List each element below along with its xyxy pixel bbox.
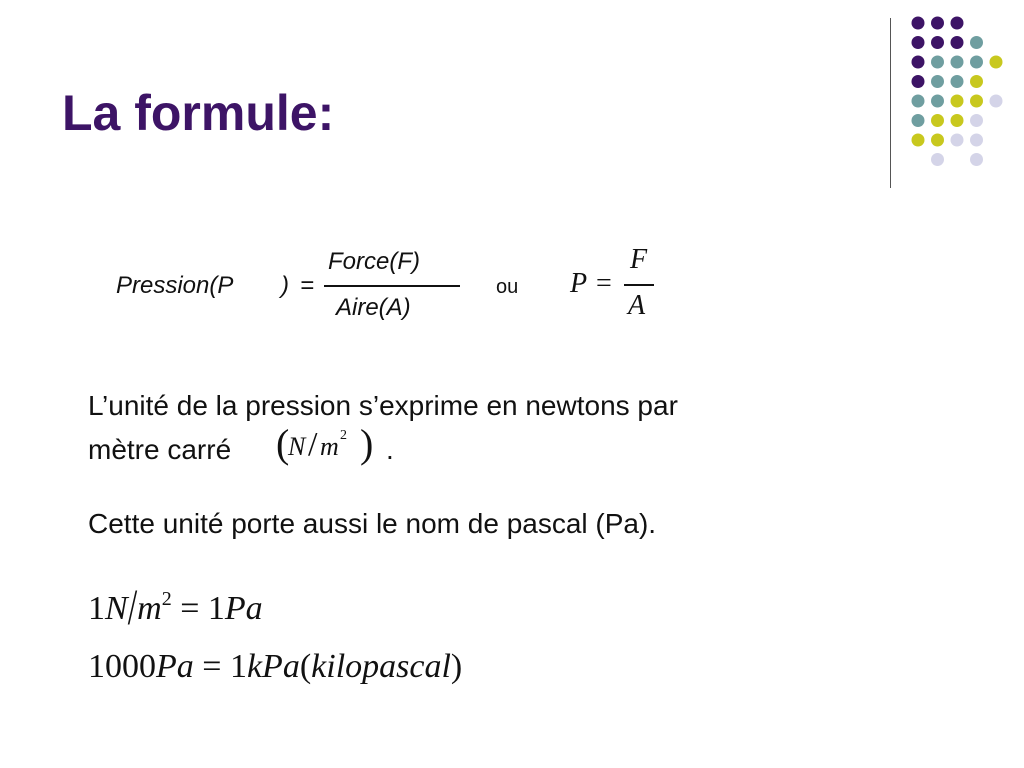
- decorative-dot: [951, 17, 964, 30]
- formula2-denominator: A: [628, 290, 646, 321]
- equation-kilopascal: 1000Pa = 1kPa(kilopascal): [88, 648, 463, 685]
- decorative-dot: [931, 134, 944, 147]
- decorative-dot: [970, 36, 983, 49]
- formula1-lhs-close: ): [281, 272, 289, 299]
- pressure-formula-symbols: [566, 246, 666, 326]
- decorative-dot: [931, 95, 944, 108]
- decorative-dot: [951, 75, 964, 88]
- decorative-dot: [970, 75, 983, 88]
- decorative-dot: [912, 134, 925, 147]
- decorative-dot: [951, 114, 964, 127]
- decorative-dot: [912, 17, 925, 30]
- decorative-dot: [951, 56, 964, 69]
- formula1-lhs: Pression(P: [116, 272, 234, 299]
- decorative-dot: [970, 56, 983, 69]
- unit-description-line2: mètre carré: [88, 434, 232, 465]
- decorative-dot: [931, 114, 944, 127]
- unit-description-line1: L’unité de la pression s’exprime en newtons par: [88, 390, 678, 421]
- decorative-dot: [970, 114, 983, 127]
- decorative-dot: [912, 114, 925, 127]
- decorative-dot: [931, 36, 944, 49]
- formula2-lhs: P: [570, 268, 588, 299]
- decorative-dot: [951, 36, 964, 49]
- pascal-description: Cette unité porte aussi le nom de pascal (Pa).: [88, 508, 657, 539]
- decorative-dot: [912, 56, 925, 69]
- formula1-fraction-bar: [324, 285, 460, 287]
- decorative-dot: [912, 36, 925, 49]
- formula2-fraction-bar: [624, 284, 654, 286]
- formula2-numerator: F: [630, 244, 648, 275]
- slide: La formule: Pression(P ) = Force(F) Aire(A) ou P = F A L’unité de la pression s’exprime en newtons par mètre carré ( N / m 2 ) . Cette unité porte aussi le nom de pascal (Pa). $1N/m^2 = 1Pa$ 1000Pa = 1kPa(kilopascal): [0, 0, 1024, 768]
- decorative-dot: [990, 95, 1003, 108]
- decorative-dot: [912, 75, 925, 88]
- decorative-dot: [951, 95, 964, 108]
- decorative-dot: [951, 134, 964, 147]
- decorative-dot: [970, 153, 983, 166]
- formula1-denominator: Aire(A): [336, 294, 411, 321]
- decorative-vertical-line: [890, 18, 891, 188]
- decorative-dot: [990, 56, 1003, 69]
- decorative-dot: [931, 17, 944, 30]
- decorative-dot: [931, 56, 944, 69]
- unit-description-period: .: [386, 434, 394, 465]
- decorative-dot: [931, 153, 944, 166]
- connector-ou: ou: [496, 276, 519, 298]
- equation-newton-pascal: $1N/m^2 = 1Pa$: [88, 580, 263, 636]
- decorative-dot: [931, 75, 944, 88]
- formula1-numerator: Force(F): [328, 248, 420, 275]
- pressure-formula-words: [116, 250, 476, 330]
- decorative-dot: [912, 95, 925, 108]
- decorative-dot: [970, 134, 983, 147]
- formula2-equals: =: [596, 268, 612, 299]
- slide-title: La formule:: [62, 85, 335, 141]
- decorative-dot: [970, 95, 983, 108]
- formula1-equals: =: [300, 272, 315, 299]
